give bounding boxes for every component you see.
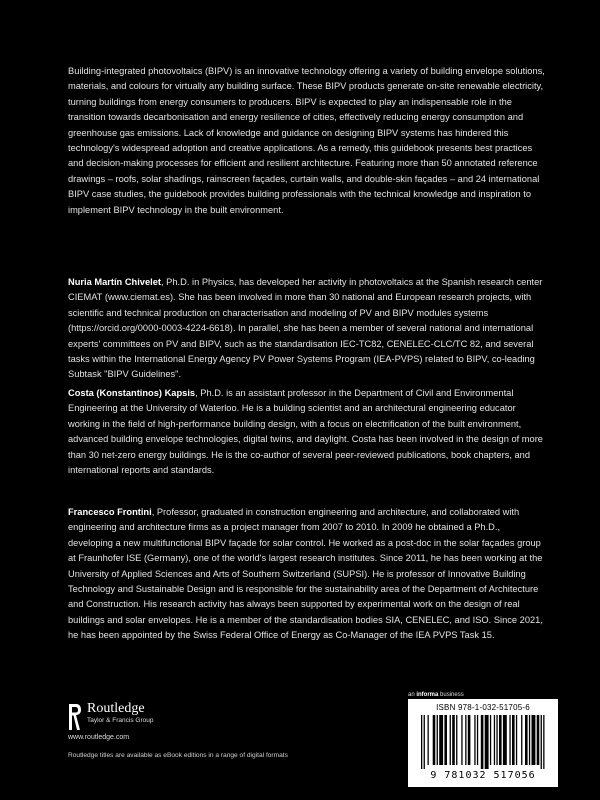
barcode-bar — [439, 715, 443, 765]
barcode-bar — [433, 715, 436, 765]
publisher-group: Taylor & Francis Group — [87, 717, 154, 724]
publisher-name: Routledge — [87, 701, 145, 716]
barcode-image — [419, 715, 547, 769]
barcode-bar — [529, 715, 530, 765]
author-bio-3 — [68, 505, 546, 644]
routledge-r-icon — [68, 702, 82, 732]
barcode-bar — [437, 715, 438, 765]
author-bio-text-1: , Ph.D. in Physics, has developed her activity in photovoltaics at the Spanish research center CIEMAT (www.ciemat.es). She has been involved in more than 30 national and European research projects, with scientific and technical production on characterisation and modeling of PV and BIPV modules systems (https://orcid.org/0000-0003-4224-6618). In parallel, she has been a member of several national and international experts' committees on PV and BIPV, such as the standardisation IEC-TC82, CENELEC-CLC/TC 82, and several tasks within the International Energy Agency PV Power Systems Program (IEA-PVPS) related to BIPV, co-leading Subtask "BIPV Guidelines". — [68, 277, 543, 380]
barcode-bar — [474, 715, 475, 765]
author-bio-text-3: , Professor, graduated in construction engineering and architecture, and collaborated with engineering and architecture firms as a project manager from 2007 to 2010. In 2009 he obtained a Ph.D., developing a new multifunctional BIPV façade for solar control. He worked as a post-doc in the solar façades group at Fraunhofer ISE (Germany), one of the world's largest research institutes. Since 2011, he has been working at the University of Applied Sciences and Arts of Southern Switzerland (SUPSI). He is professor of Innovative Building Technology and Sustainable Design and is responsible for the sustainability area of the Department of Architecture and Construction. His research activity has always been supported by experimental work on the design of real buildings and solar envelopes. He is a member of the standardisation bodies SIA, CENELEC, and ISO. Since 2021, he has been appointed by the Swiss Federal Office of Energy as Co-Manager of the IEA PVPS Task 15. — [68, 507, 543, 641]
barcode-bar — [499, 715, 502, 765]
author-name-3: Francesco Frontini — [68, 507, 152, 517]
book-description: Building-integrated photovoltaics (BIPV) is an innovative technology offering a variety of building envelope solutions, materials, and colours for virtually any building surface. These BIPV products generate on-site renewable electricity, turning buildings from energy consumers to producers. BIPV is expected to play an indispensable role in the transition towards decarbonisation and energy resilience of cities, effectively reducing energy consumption and greenhouse gas emissions. Lack of knowledge and guidance on designing BIPV systems has hindered this technology's widespread adoption and creative applications. As a remedy, this guidebook presents best practices and decision-making processes for efficient and resilient architecture. Featuring more than 50 annotated reference drawings – roofs, solar shadings, rainscreen façades, curtain walls, and double-skin façades – and 24 international BIPV case studies, the guidebook provides building professionals with the technical knowledge and inspiration to implement BIPV technology in the built environment. — [68, 66, 545, 215]
informa-business-label — [408, 692, 464, 698]
barcode-bar — [421, 715, 422, 769]
isbn-barcode-box — [408, 699, 558, 787]
author-bio-text-2: , Ph.D. is an assistant professor in the Department of Civil and Environmental Engineering at the University of Waterloo. He is a building scientist and an architectural engineering educator working in the field of high-performance building design, with a focus on electrification of the built environment, advanced building envelope technologies, digital twins, and daylight. Costa has been involved in the design of more than 30 net-zero energy buildings. He is the co-author of several peer-reviewed publications, book chapters, and international reports and standards. — [68, 388, 543, 476]
ebook-note: Routledge titles are available as eBook editions in a range of digital formats — [68, 752, 288, 759]
barcode-bar — [468, 715, 471, 765]
barcode-bar — [494, 715, 495, 765]
barcode-bar — [543, 715, 544, 769]
author-bio-1 — [68, 275, 546, 383]
informa-brand: informa — [416, 692, 439, 698]
barcode-bar — [496, 715, 497, 765]
barcode-bar — [452, 715, 455, 765]
barcode-bar — [541, 715, 542, 769]
barcode-bar — [509, 715, 510, 765]
informa-prefix: an — [408, 692, 417, 698]
barcode-bar — [428, 715, 429, 765]
barcode-bar — [521, 715, 522, 765]
barcode-bar — [532, 715, 536, 765]
barcode-bar — [525, 715, 528, 765]
isbn-label: ISBN 978-1-032-51705-6 — [436, 703, 530, 712]
barcode-bar — [503, 715, 507, 765]
author-name-1: Nuria Martín Chivelet — [68, 277, 161, 287]
barcode-bar — [485, 715, 489, 769]
barcode-bar — [444, 715, 447, 765]
barcode-bar — [481, 715, 484, 769]
informa-suffix: business — [438, 692, 464, 698]
barcode-bar — [537, 715, 540, 765]
barcode-bar — [461, 715, 462, 765]
barcode-bar — [465, 715, 466, 765]
barcode-digits: 9 781032 517056 — [430, 770, 536, 781]
author-bio-2 — [68, 386, 546, 478]
barcode-bar — [456, 715, 457, 765]
barcode-bar — [512, 715, 515, 765]
barcode-bar — [424, 715, 425, 769]
barcode-bar — [516, 715, 517, 765]
author-name-2: Costa (Konstantinos) Kapsis — [68, 388, 196, 398]
publisher-logo — [68, 702, 153, 732]
barcode-bar — [477, 715, 478, 765]
barcode-bar — [450, 715, 451, 765]
publisher-website[interactable]: www.routledge.com — [68, 734, 130, 741]
barcode-bar — [490, 715, 491, 765]
